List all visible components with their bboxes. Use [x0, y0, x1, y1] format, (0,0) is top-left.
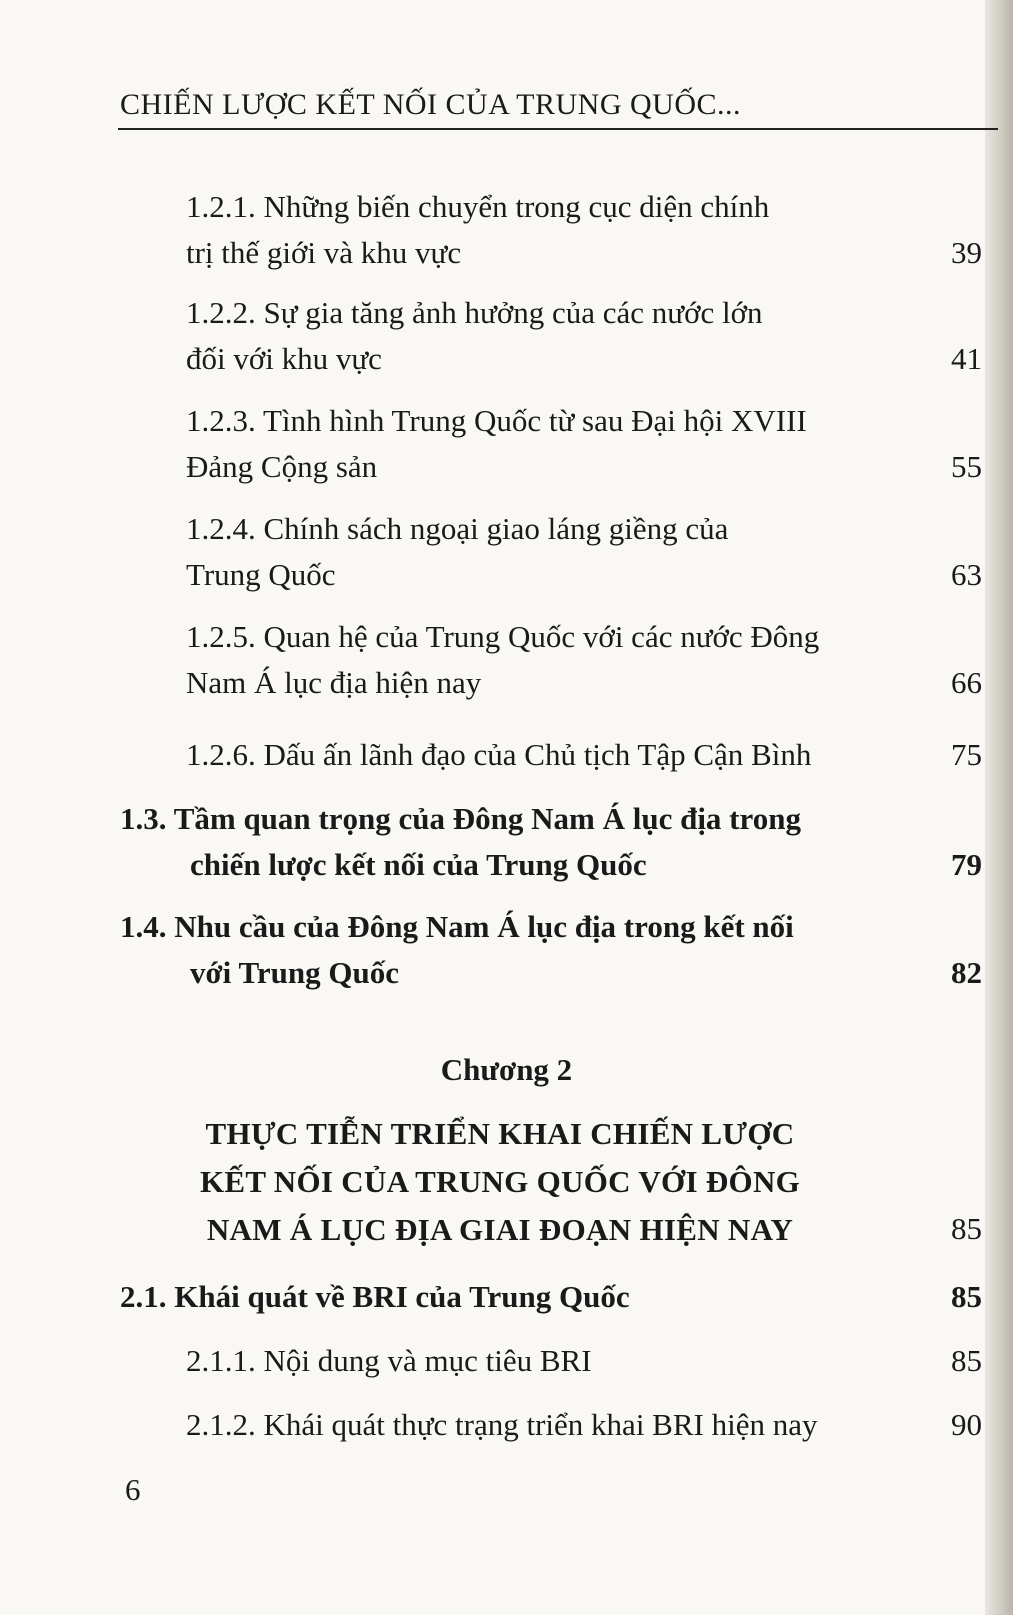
- toc-entry-title-line2: với Trung Quốc: [190, 955, 399, 990]
- toc-page-number: 85: [951, 1343, 982, 1378]
- toc-section-entry: [120, 904, 982, 996]
- toc-page-number: 82: [951, 955, 982, 990]
- toc-page-number: 79: [951, 847, 982, 882]
- running-head: CHIẾN LƯỢC KẾT NỐI CỦA TRUNG QUỐC...: [120, 88, 742, 121]
- toc-entry-title-line1: 1.4. Nhu cầu của Đông Nam Á lục địa trong kết nối: [120, 909, 794, 944]
- toc-entry-title: 1.2.6. Dấu ấn lãnh đạo của Chủ tịch Tập Cận Bình: [186, 737, 812, 772]
- toc-entry-title-line1: 1.3. Tầm quan trọng của Đông Nam Á lục địa trong: [120, 801, 801, 836]
- toc-entry-title-line1: 1.2.2. Sự gia tăng ảnh hưởng của các nước lớn: [186, 295, 763, 330]
- toc-entry-title-line2: Đảng Cộng sản: [186, 449, 378, 484]
- chapter-page-number: 85: [951, 1211, 982, 1246]
- chapter-title-line2: KẾT NỐI CỦA TRUNG QUỐC VỚI ĐÔNG: [199, 1164, 801, 1199]
- toc-entry: [186, 1402, 982, 1448]
- toc-section-entry: [120, 1274, 982, 1320]
- toc-page-number: 85: [951, 1279, 982, 1314]
- toc-entry-title-line1: 1.2.5. Quan hệ của Trung Quốc với các nước Đông: [186, 619, 820, 654]
- toc-entry: [186, 290, 982, 382]
- toc-entry: [186, 732, 982, 778]
- toc-entry-title-line2: chiến lược kết nối của Trung Quốc: [190, 847, 647, 882]
- toc-page-number: 41: [951, 341, 982, 376]
- toc-entry: [186, 506, 982, 598]
- toc-entry: [186, 398, 982, 490]
- page-edge-shadow: [985, 0, 1013, 1615]
- toc-entry-title-line1: 1.2.4. Chính sách ngoại giao láng giềng của: [186, 511, 729, 546]
- chapter-label: Chương 2: [440, 1052, 573, 1087]
- toc-page-number: 90: [951, 1407, 982, 1442]
- toc-entry-title: 2.1.1. Nội dung và mục tiêu BRI: [186, 1343, 592, 1378]
- toc-page-number: 39: [951, 235, 982, 270]
- toc-entry: [186, 184, 982, 276]
- chapter-title: [150, 1110, 850, 1254]
- toc-entry-title-line2: Nam Á lục địa hiện nay: [186, 665, 482, 700]
- toc-page-number: 66: [951, 665, 982, 700]
- toc-page-number: 75: [951, 737, 982, 772]
- toc-entry-title-line2: đối với khu vực: [186, 341, 382, 376]
- toc-page-number: 55: [951, 449, 982, 484]
- chapter-title-line1: THỰC TIỄN TRIỂN KHAI CHIẾN LƯỢC: [205, 1116, 795, 1151]
- toc-page-number: 63: [951, 557, 982, 592]
- toc-section-entry: [120, 796, 982, 888]
- page-number: 6: [125, 1472, 141, 1507]
- toc-entry-title: 2.1. Khái quát về BRI của Trung Quốc: [120, 1279, 630, 1314]
- toc-entry-title-line2: trị thế giới và khu vực: [186, 235, 462, 270]
- toc-entry: [186, 614, 982, 706]
- toc-entry: [186, 1338, 982, 1384]
- toc-entry-title: 2.1.2. Khái quát thực trạng triển khai BRI hiện nay: [186, 1407, 818, 1442]
- toc-entry-title-line2: Trung Quốc: [186, 557, 336, 592]
- header-rule: [118, 128, 998, 130]
- toc-entry-title-line1: 1.2.1. Những biến chuyển trong cục diện chính: [186, 189, 770, 224]
- chapter-title-line3: NAM Á LỤC ĐỊA GIAI ĐOẠN HIỆN NAY: [206, 1212, 794, 1247]
- toc-entry-title-line1: 1.2.3. Tình hình Trung Quốc từ sau Đại hội XVIII: [186, 403, 807, 438]
